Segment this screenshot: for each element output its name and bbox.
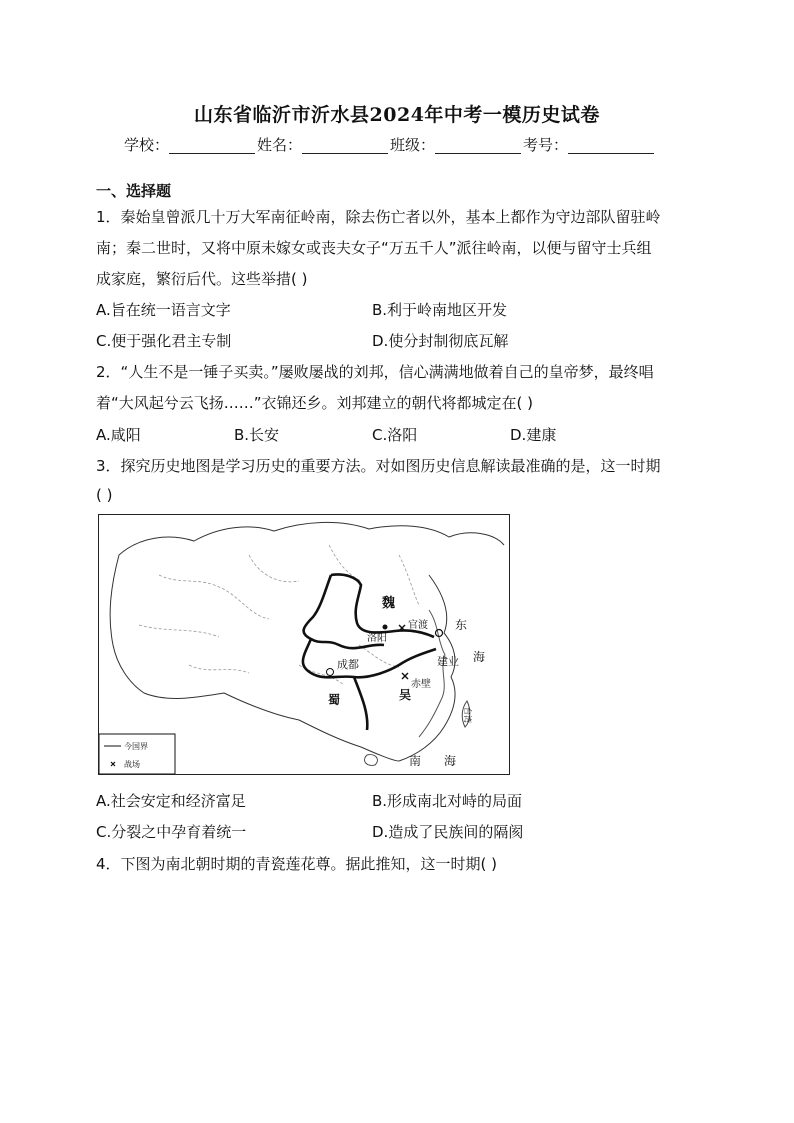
q3-option-b: B.形成南北对峙的局面 [372, 792, 523, 810]
q1-option-d: D.使分封制彻底瓦解 [372, 332, 509, 350]
chibi-battle-icon [402, 673, 408, 679]
label-nan: 南 [409, 754, 422, 768]
province-lines [139, 545, 419, 685]
student-info-row [124, 134, 656, 155]
legend-border-label: 今国界 [124, 742, 148, 751]
hainan-island [365, 755, 378, 766]
q1-option-c: C.便于强化君主专制 [96, 332, 232, 350]
q3-line-1: 3．探究历史地图是学习历史的重要方法。对如图历史信息解读最准确的是，这一时期 [96, 457, 661, 475]
label-dong: 东 [455, 618, 468, 632]
school-label: 学校： [124, 136, 170, 154]
label-luoyang: 洛阳 [367, 633, 387, 644]
q1-option-a: A.旨在统一语言文字 [96, 301, 231, 319]
q1-line-2: 南；秦二世时，又将中原未嫁女或丧夫女子“万五千人”派往岭南，以便与留守士兵组 [96, 239, 652, 257]
q3-option-d: D.造成了民族间的隔阂 [372, 823, 524, 841]
q3-line-2: ( ) [96, 486, 113, 504]
section-heading: 一、选择题 [96, 182, 172, 200]
label-wu: 吴 [399, 688, 412, 702]
label-chibi: 赤壁 [411, 679, 431, 690]
three-kingdoms-map [98, 514, 510, 775]
number-label: 考号： [523, 136, 569, 154]
label-shu: 蜀 [328, 693, 341, 707]
school-blank [169, 137, 255, 154]
label-jianye: 建业 [437, 655, 459, 668]
legend-battle-label: 战场 [124, 760, 140, 769]
map-legend [99, 734, 175, 774]
q1-line-1: 1．秦始皇曾派几十万大军南征岭南，除去伤亡者以外，基本上都作为守边部队留驻岭 [96, 208, 661, 226]
class-label: 班级： [390, 136, 436, 154]
label-hai1: 海 [473, 650, 486, 664]
q4-line-1: 4．下图为南北朝时期的青瓷莲花尊。据此推知，这一时期( ) [96, 855, 498, 873]
class-blank [435, 137, 521, 154]
luoyang-dot [383, 625, 388, 630]
jianye-dot [436, 630, 443, 637]
q3-option-a: A.社会安定和经济富足 [96, 792, 246, 810]
label-guandu: 官渡 [408, 620, 428, 631]
q2-line-2: 着“大风起兮云飞扬……”衣锦还乡。刘邦建立的朝代将都城定在( ) [96, 394, 534, 412]
q2-line-1: 2．“人生不是一锤子买卖。”屡败屡战的刘邦，信心满满地做着自己的皇帝梦，最终唱 [96, 363, 654, 381]
q2-option-c: C.洛阳 [372, 426, 418, 444]
label-wei: 魏 [382, 596, 396, 611]
q1-line-3: 成家庭，繁衍后代。这些举措( ) [96, 270, 308, 288]
q2-option-b: B.长安 [234, 426, 280, 444]
q2-option-a: A.咸阳 [96, 426, 141, 444]
q2-option-d: D.建康 [510, 426, 557, 444]
number-blank [568, 137, 654, 154]
label-hai2: 海 [444, 754, 457, 768]
country-outline [110, 522, 504, 761]
chengdu-dot [327, 669, 334, 676]
label-taiwan: 台湾 [463, 707, 472, 723]
name-label: 姓名： [257, 136, 303, 154]
page-title: 山东省临沂市沂水县2024年中考一模历史试卷 [194, 104, 600, 126]
name-blank [302, 137, 388, 154]
q1-option-b: B.利于岭南地区开发 [372, 301, 508, 319]
label-chengdu: 成都 [337, 658, 359, 671]
q3-option-c: C.分裂之中孕育着统一 [96, 823, 247, 841]
